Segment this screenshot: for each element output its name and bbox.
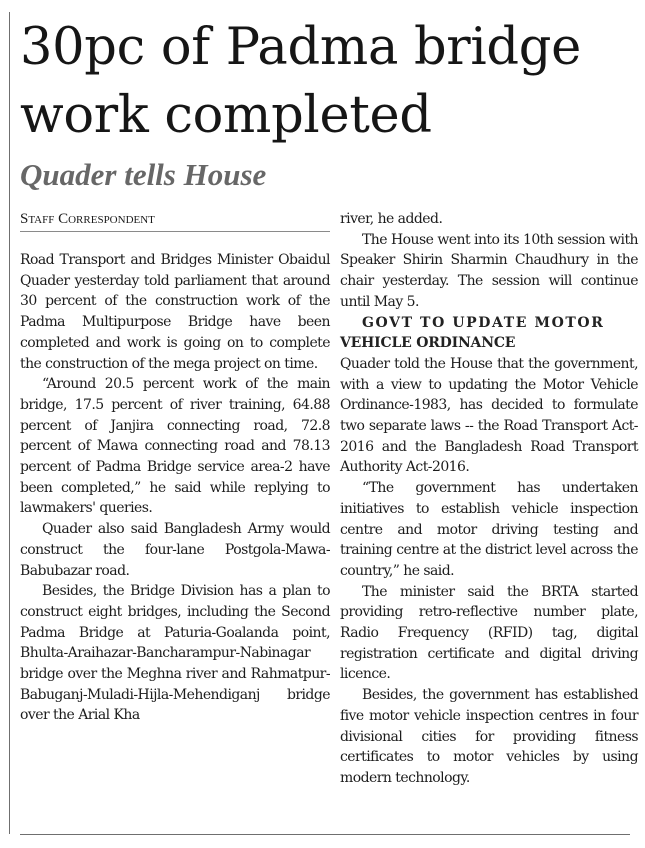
paragraph: “Around 20.5 percent work of the main bridge, 17.5 percent of river training, 64.88 percent of Janjira connecting road, 72.8 percent of Mawa connecting road and 78.13 percent of Padma Bridge service area-2 have been completed,” he said while replying to lawmakers' queries.	[20, 376, 330, 517]
paragraph: “The government has undertaken initiatives to establish vehicle inspection centre and motor driving testing and training centre at the district level across the country,” he said.	[340, 480, 638, 579]
kicker-subtitle: Quader tells House	[20, 157, 267, 192]
paragraph: Quader also said Bangladesh Army would construct the four-lane Postgola-Mawa-Babubazar road.	[20, 521, 330, 579]
left-column	[20, 250, 330, 726]
bottom-border-rule	[20, 834, 630, 835]
paragraph: Besides, the government has established five motor vehicle inspection centres in four divisional cities for providing fitness certificates to motor vehicles by using modern technology.	[340, 687, 638, 786]
paragraph: Quader told the House that the government, with a view to updating the Motor Vehicle Ordinance-1983, has decided to formulate two separate laws -- the Road Transport Act-2016 and the Bangladesh Road Transport Authority Act-2016.	[340, 355, 638, 476]
paragraph: Besides, the Bridge Division has a plan to construct eight bridges, including the Second Padma Bridge at Paturia-Goalanda point, Bhulta-Araihazar-Bancharampur-Nabinagar bridge over the Meghna river and Rahmatpur-Babuganj-Muladi-Hijla-Mehendiganj bridge over the Arial Kha	[20, 583, 330, 724]
paragraph: river, he added.	[340, 211, 443, 227]
left-border-rule	[9, 12, 10, 834]
section-subhead	[340, 313, 638, 354]
byline: Staff Correspondent	[20, 211, 155, 227]
paragraph: The House went into its 10th session with Speaker Shirin Sharmin Chaudhury in the chair yesterday. The session will continue until May 5.	[340, 231, 638, 310]
paragraph: Road Transport and Bridges Minister Obaidul Quader yesterday told parliament that around 30 percent of the construction work of the Padma Multipurpose Bridge have been completed and work is going on to complete the construction of the mega project on time.	[20, 252, 330, 372]
byline-rule	[20, 231, 330, 232]
headline: 30pc of Padma bridge work completed	[20, 18, 581, 145]
subhead-line-2: VEHICLE ORDINANCE	[340, 335, 516, 352]
subhead-line-1: GOVT TO UPDATE MOTOR	[362, 314, 605, 331]
paragraph: The minister said the BRTA started providing retro-reflective number plate, Radio Frequency (RFID) tag, digital registration certificate and digital driving licence.	[340, 583, 638, 683]
right-column	[340, 209, 638, 789]
